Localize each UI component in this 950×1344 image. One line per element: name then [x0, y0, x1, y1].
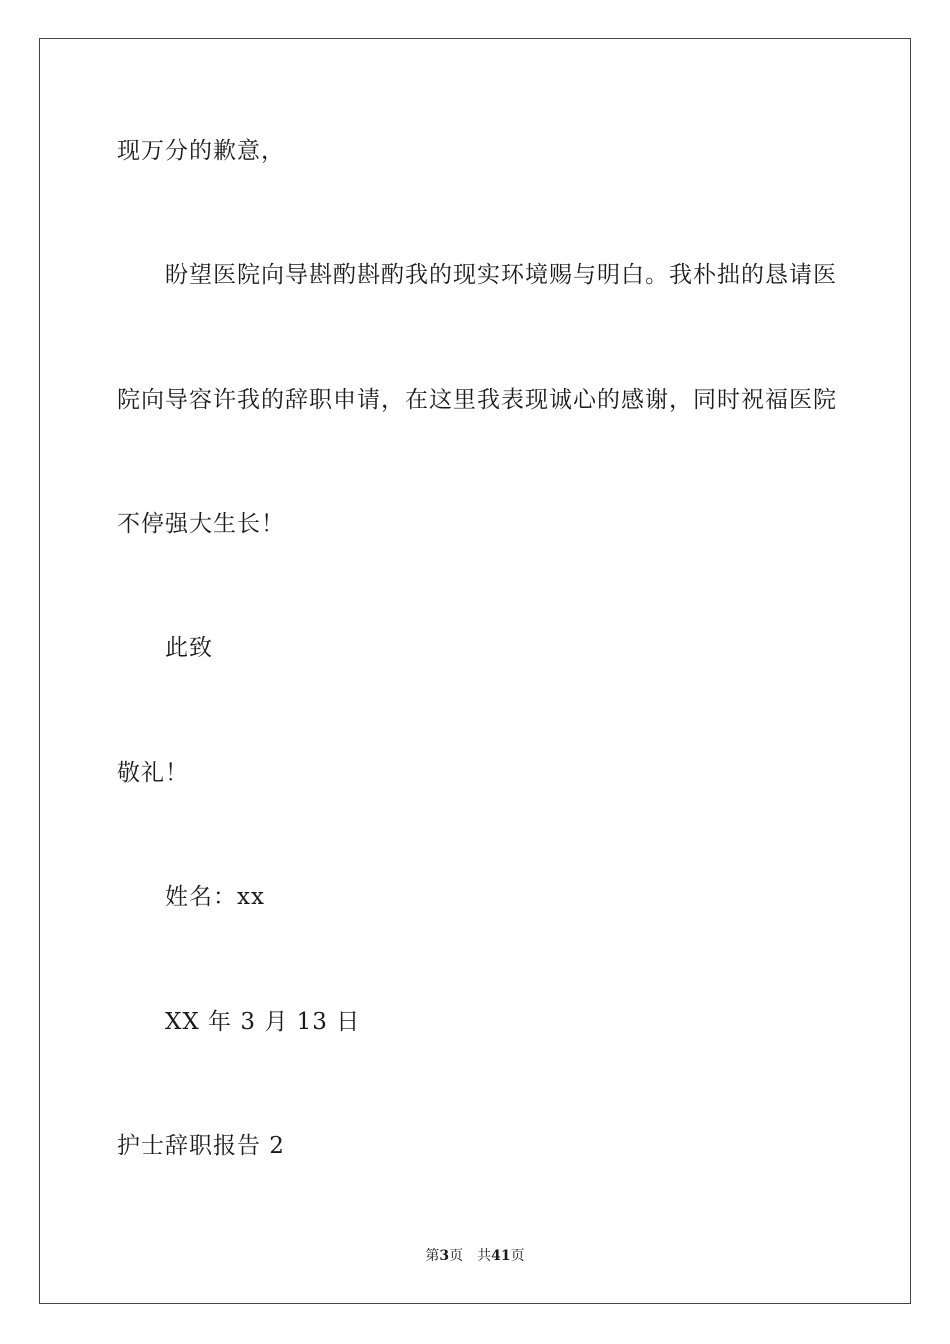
- footer-total-suffix: 页: [510, 1248, 525, 1264]
- footer-page-suffix: 页: [449, 1248, 464, 1264]
- footer-total-prefix: 共: [477, 1248, 492, 1264]
- footer-page-number: 3: [439, 1248, 450, 1264]
- body-line-request-2: 院向导容许我的辞职申请，在这里我表现诚心的感谢，同时祝福医院: [117, 387, 837, 413]
- page-footer: [0, 1246, 950, 1266]
- footer-page-prefix: 第: [425, 1248, 440, 1264]
- closing-regards: 敬礼！: [117, 760, 189, 786]
- signature-name: 姓名：xx: [165, 884, 265, 910]
- page-border: [39, 38, 911, 1304]
- body-line-wish: 不停强大生长！: [117, 511, 285, 537]
- body-line-request-1: 盼望医院向导斟酌斟酌我的现实环境赐与明白。我朴拙的恳请医: [165, 262, 837, 288]
- section-heading: 护士辞职报告 2: [117, 1133, 285, 1159]
- body-line-apology: 现万分的歉意，: [117, 138, 285, 164]
- signature-date: XX 年 3 月 13 日: [165, 1009, 361, 1035]
- footer-total-number: 41: [491, 1248, 511, 1264]
- closing-salutation: 此致: [165, 635, 213, 661]
